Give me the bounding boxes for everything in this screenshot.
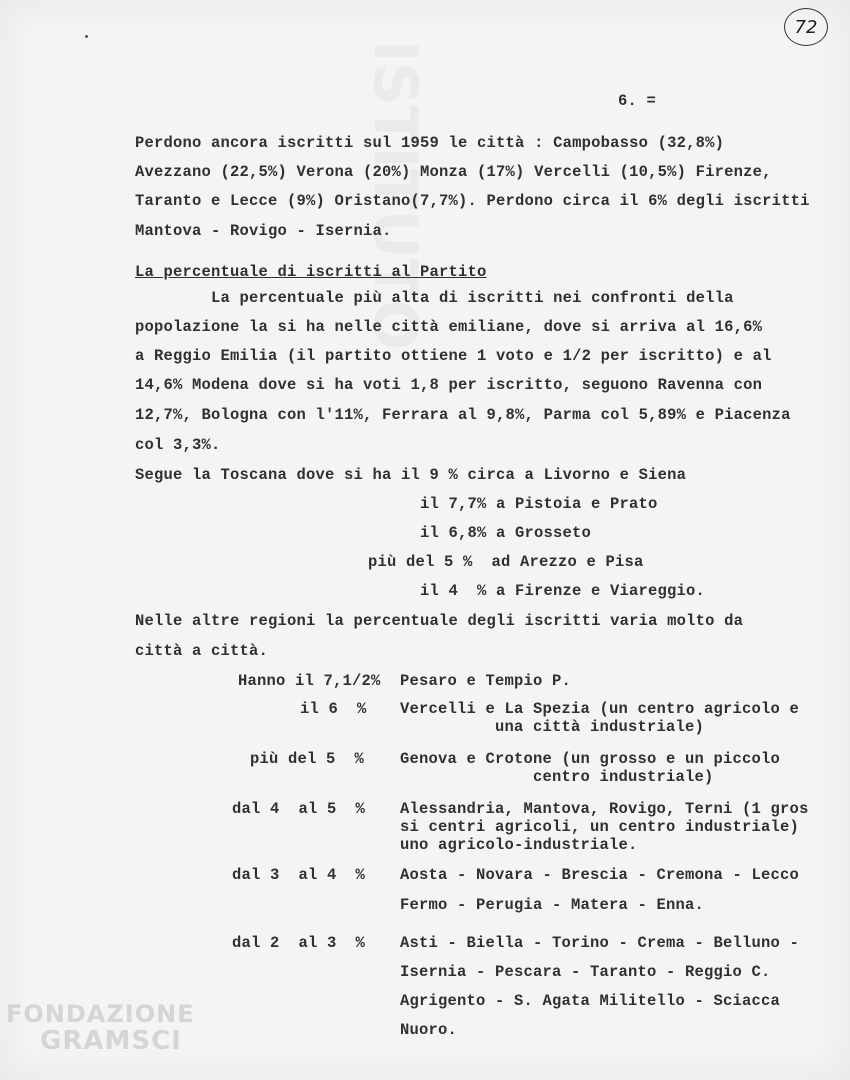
text-line: 14,6% Modena dove si ha voti 1,8 per iscritto, seguono Ravenna con <box>135 376 763 394</box>
text-line: Perdono ancora iscritti sul 1959 le città : Campobasso (32,8%) <box>135 134 725 152</box>
table-cities: Agrigento - S. Agata Militello - Sciacca <box>400 992 781 1010</box>
page-header: 6. = <box>618 92 657 110</box>
table-cities: uno agricolo-industriale. <box>400 836 638 854</box>
table-range: Hanno il 7,1/2% <box>238 672 381 690</box>
text-line: 12,7%, Bologna con l'11%, Ferrara al 9,8%, Parma col 5,89% e Piacenza <box>135 406 791 424</box>
page-number-stamp: 72 <box>784 8 828 46</box>
text-line: La percentuale più alta di iscritti nei confronti della <box>135 289 734 307</box>
background-seal: ISTITUTO <box>360 40 430 351</box>
text-line: Nelle altre regioni la percentuale degli iscritti varia molto da <box>135 612 744 630</box>
table-cities: Asti - Biella - Torino - Crema - Belluno - <box>400 934 800 952</box>
table-cities: Pesaro e Tempio P. <box>400 672 572 690</box>
watermark-line2: GRAMSCI <box>40 1026 182 1056</box>
text-line: il 7,7% a Pistoia e Prato <box>420 495 658 513</box>
text-line: Segue la Toscana dove si ha il 9 % circa a Livorno e Siena <box>135 466 687 484</box>
text-line: Taranto e Lecce (9%) Oristano(7,7%). Perdono circa il 6% degli iscritti <box>135 192 810 210</box>
table-cities: Genova e Crotone (un grosso e un piccolo <box>400 750 781 768</box>
text-line: città a città. <box>135 642 269 660</box>
table-range: dal 4 al 5 % <box>232 800 366 818</box>
text-line: più del 5 % ad Arezzo e Pisa <box>368 553 644 571</box>
fondazione-gramsci-watermark <box>0 1000 230 1060</box>
table-cities: Alessandria, Mantova, Rovigo, Terni (1 gros <box>400 800 809 818</box>
table-cities: Aosta - Novara - Brescia - Cremona - Lecco <box>400 866 800 884</box>
table-range: più del 5 % <box>250 750 365 768</box>
text-line: il 6,8% a Grosseto <box>420 524 592 542</box>
text-line: il 4 % a Firenze e Viareggio. <box>420 582 706 600</box>
text-line: Mantova - Rovigo - Isernia. <box>135 222 392 240</box>
text-line: Avezzano (22,5%) Verona (20%) Monza (17%) Vercelli (10,5%) Firenze, <box>135 163 772 181</box>
table-range: dal 3 al 4 % <box>232 866 366 884</box>
table-cities: una città industriale) <box>400 718 705 736</box>
section-heading: La percentuale di iscritti al Partito <box>135 263 487 281</box>
text-line: popolazione la si ha nelle città emiliane, dove si arriva al 16,6% <box>135 318 763 336</box>
table-cities: si centri agricoli, un centro industriale) <box>400 818 800 836</box>
table-cities: Vercelli e La Spezia (un centro agricolo e <box>400 700 800 718</box>
table-cities: Nuoro. <box>400 1021 458 1039</box>
table-range: dal 2 al 3 % <box>232 934 366 952</box>
watermark-line1: FONDAZIONE <box>6 1000 195 1028</box>
table-cities: Fermo - Perugia - Matera - Enna. <box>400 896 705 914</box>
table-cities: Isernia - Pescara - Taranto - Reggio C. <box>400 963 771 981</box>
text-line: col 3,3%. <box>135 436 221 454</box>
table-cities: centro industriale) <box>400 768 714 786</box>
ink-dot <box>85 35 88 38</box>
table-range: il 6 % <box>300 700 367 718</box>
text-line: a Reggio Emilia (il partito ottiene 1 voto e 1/2 per iscritto) e al <box>135 347 772 365</box>
